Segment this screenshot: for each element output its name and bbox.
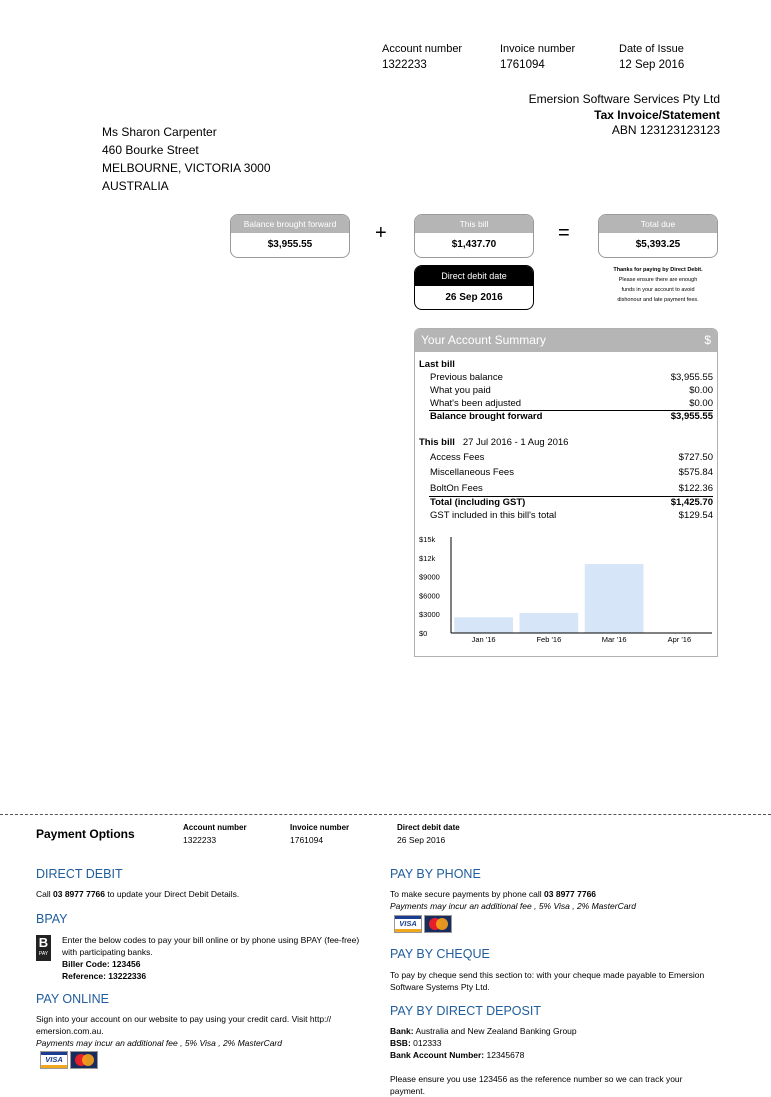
currency-symbol: $ <box>704 333 711 347</box>
date-of-issue-value: 12 Sep 2016 <box>619 59 685 71</box>
bolton-fees-value: $122.36 <box>678 483 713 494</box>
y-tick-label: $6000 <box>419 591 440 601</box>
bill-period: 27 Jul 2016 - 1 Aug 2016 <box>462 437 569 448</box>
text-line: payment. <box>390 1086 425 1096</box>
balance-forward-box <box>230 214 350 258</box>
pay-by-cheque-heading: PAY BY CHEQUE <box>390 947 490 961</box>
note-line: dishonour and late payment fees. <box>617 297 699 303</box>
bank-value: Australia and New Zealand Banking Group <box>413 1026 577 1036</box>
text-part: Call <box>36 889 54 899</box>
text-line: Enter the below codes to pay your bill online or by phone using BPAY (fee-free) <box>62 935 360 945</box>
paid-label: What you paid <box>430 385 491 396</box>
note-line: Please ensure there are enough <box>618 277 698 283</box>
direct-debit-note <box>598 265 718 305</box>
bpay-logo-text: PAY <box>38 951 49 957</box>
bank-account-value: 12345678 <box>484 1050 525 1060</box>
this-bill-heading-label: This bill <box>419 437 455 448</box>
account-number-value: 1322233 <box>382 59 427 71</box>
chart-bar <box>585 564 644 633</box>
direct-debit-heading: DIRECT DEBIT <box>36 867 123 881</box>
balance-forward-label: Balance brought forward <box>231 215 349 233</box>
pay-online-text <box>36 1013 331 1049</box>
slip-debit-label: Direct debit date <box>397 823 460 832</box>
billing-history-chart <box>415 527 717 649</box>
bbf-label: Balance brought forward <box>430 411 543 422</box>
phone-number: 03 8977 7766 <box>544 889 597 899</box>
misc-fees-label: Miscellaneous Fees <box>430 467 514 478</box>
visa-icon: VISA <box>40 1051 68 1069</box>
phone-number: 03 8977 7766 <box>53 889 106 899</box>
adjusted-label: What's been adjusted <box>430 398 522 409</box>
total-due-value: $5,393.25 <box>635 239 681 250</box>
tear-off-line <box>0 814 771 815</box>
text-line <box>390 888 636 900</box>
pay-online-heading: PAY ONLINE <box>36 992 109 1006</box>
payment-options-title: Payment Options <box>36 827 135 841</box>
card-logos <box>40 1051 100 1069</box>
text-line: Sign into your account on our website to pay using your credit card. Visit http:// <box>36 1014 332 1024</box>
direct-debit-text <box>36 888 239 900</box>
invoice-number-value: 1761094 <box>500 59 545 71</box>
bolton-fees-label: BoltOn Fees <box>430 483 483 494</box>
bank-line <box>390 1025 577 1037</box>
y-tick-label: $3000 <box>419 610 440 620</box>
text-part: To make secure payments by phone call <box>390 889 545 899</box>
note-line: Thanks for paying by Direct Debit. <box>613 267 703 273</box>
direct-deposit-heading: PAY BY DIRECT DEPOSIT <box>390 1004 541 1018</box>
company-name: Emersion Software Services Pty Ltd <box>528 92 720 106</box>
bpay-logo-letter: B <box>38 935 49 950</box>
card-logos <box>394 915 454 933</box>
bpay-reference: Reference: 13222336 <box>62 971 147 981</box>
biller-code: Biller Code: 123456 <box>62 959 141 969</box>
account-number-label: Account number <box>382 43 463 55</box>
slip-account-value: 1322233 <box>183 835 217 845</box>
balance-forward-value: $3,955.55 <box>267 239 313 250</box>
paid-value: $0.00 <box>689 385 713 396</box>
previous-balance-value: $3,955.55 <box>670 372 713 383</box>
bank-account-label: Bank Account Number: <box>390 1050 485 1060</box>
chart-bar <box>454 617 513 633</box>
slip-account-label: Account number <box>183 823 247 832</box>
account-line <box>390 1049 577 1061</box>
summary-title: Your Account Summary <box>421 333 546 347</box>
y-tick-label: $0 <box>419 629 428 638</box>
last-bill-label: Last bill <box>419 359 455 370</box>
x-tick-label: Apr '16 <box>667 635 692 644</box>
slip-invoice-value: 1761094 <box>290 835 324 845</box>
date-of-issue-label: Date of Issue <box>619 43 684 55</box>
access-fees-label: Access Fees <box>430 452 485 463</box>
x-tick-label: Mar '16 <box>601 635 627 644</box>
card-fee-note: Payments may incur an additional fee , 5% Visa , 2% MasterCard <box>390 901 636 911</box>
total-label: Total (including GST) <box>430 497 526 508</box>
mastercard-icon <box>70 1051 98 1069</box>
bpay-heading: BPAY <box>36 912 68 926</box>
y-tick-label: $9000 <box>419 572 440 582</box>
text-line: emersion.com.au. <box>36 1026 104 1036</box>
previous-balance-label: Previous balance <box>430 372 503 383</box>
text-line: To pay by cheque send this section to: with your cheque made payable to Emersion <box>390 970 705 980</box>
summary-header <box>415 329 717 352</box>
direct-debit-value: 26 Sep 2016 <box>445 292 503 303</box>
document-type: Tax Invoice/Statement <box>594 108 720 122</box>
card-fee-note: Payments may incur an additional fee , 5% Visa , 2% MasterCard <box>36 1038 282 1048</box>
note-line: funds in your account to avoid <box>621 287 695 293</box>
bpay-text <box>62 934 359 982</box>
bpay-logo-icon <box>36 935 51 961</box>
pay-by-phone-text <box>390 888 636 912</box>
customer-address <box>102 123 271 195</box>
gst-value: $129.54 <box>678 510 713 521</box>
text-line: Software Systems Pty Ltd. <box>390 982 490 992</box>
x-tick-label: Feb '16 <box>536 635 562 644</box>
bsb-value: 012333 <box>410 1038 442 1048</box>
pay-by-cheque-text <box>390 969 704 993</box>
address-line: 460 Bourke Street <box>102 143 199 157</box>
slip-invoice-label: Invoice number <box>290 823 350 832</box>
invoice-number-label: Invoice number <box>500 43 576 55</box>
abn: ABN 123123123123 <box>611 123 720 137</box>
text-line: with participating banks. <box>62 947 153 957</box>
y-tick-label: $12k <box>419 553 436 563</box>
equals-sign: = <box>558 222 570 244</box>
direct-deposit-text <box>390 1025 577 1061</box>
account-summary-panel <box>414 328 718 657</box>
address-line: MELBOURNE, VICTORIA 3000 <box>102 161 271 175</box>
direct-debit-box <box>414 265 534 310</box>
bsb-line <box>390 1037 577 1049</box>
gst-label: GST included in this bill's total <box>430 510 557 521</box>
adjusted-value: $0.00 <box>689 398 713 409</box>
text-line: Please ensure you use 123456 as the reference number so we can track your <box>390 1074 683 1084</box>
y-tick-label: $15k <box>419 535 436 544</box>
this-bill-label: This bill <box>415 215 533 233</box>
this-bill-box <box>414 214 534 258</box>
plus-sign: + <box>375 222 387 244</box>
address-line: AUSTRALIA <box>102 179 169 193</box>
total-value: $1,425.70 <box>670 497 713 508</box>
total-due-box <box>598 214 718 258</box>
total-due-label: Total due <box>599 215 717 233</box>
text-part: to update your Direct Debit Details. <box>105 889 240 899</box>
direct-debit-label: Direct debit date <box>415 266 533 286</box>
access-fees-value: $727.50 <box>678 452 713 463</box>
this-bill-value: $1,437.70 <box>451 239 497 250</box>
reference-note <box>390 1073 682 1097</box>
address-line: Ms Sharon Carpenter <box>102 125 217 139</box>
slip-debit-value: 26 Sep 2016 <box>397 835 446 845</box>
visa-icon: VISA <box>394 915 422 933</box>
pay-by-phone-heading: PAY BY PHONE <box>390 867 481 881</box>
bank-label: Bank: <box>390 1026 414 1036</box>
bbf-value: $3,955.55 <box>670 411 713 422</box>
mastercard-icon <box>424 915 452 933</box>
x-tick-label: Jan '16 <box>471 635 496 644</box>
chart-bar <box>520 613 579 633</box>
bsb-label: BSB: <box>390 1038 411 1048</box>
misc-fees-value: $575.84 <box>678 467 713 478</box>
